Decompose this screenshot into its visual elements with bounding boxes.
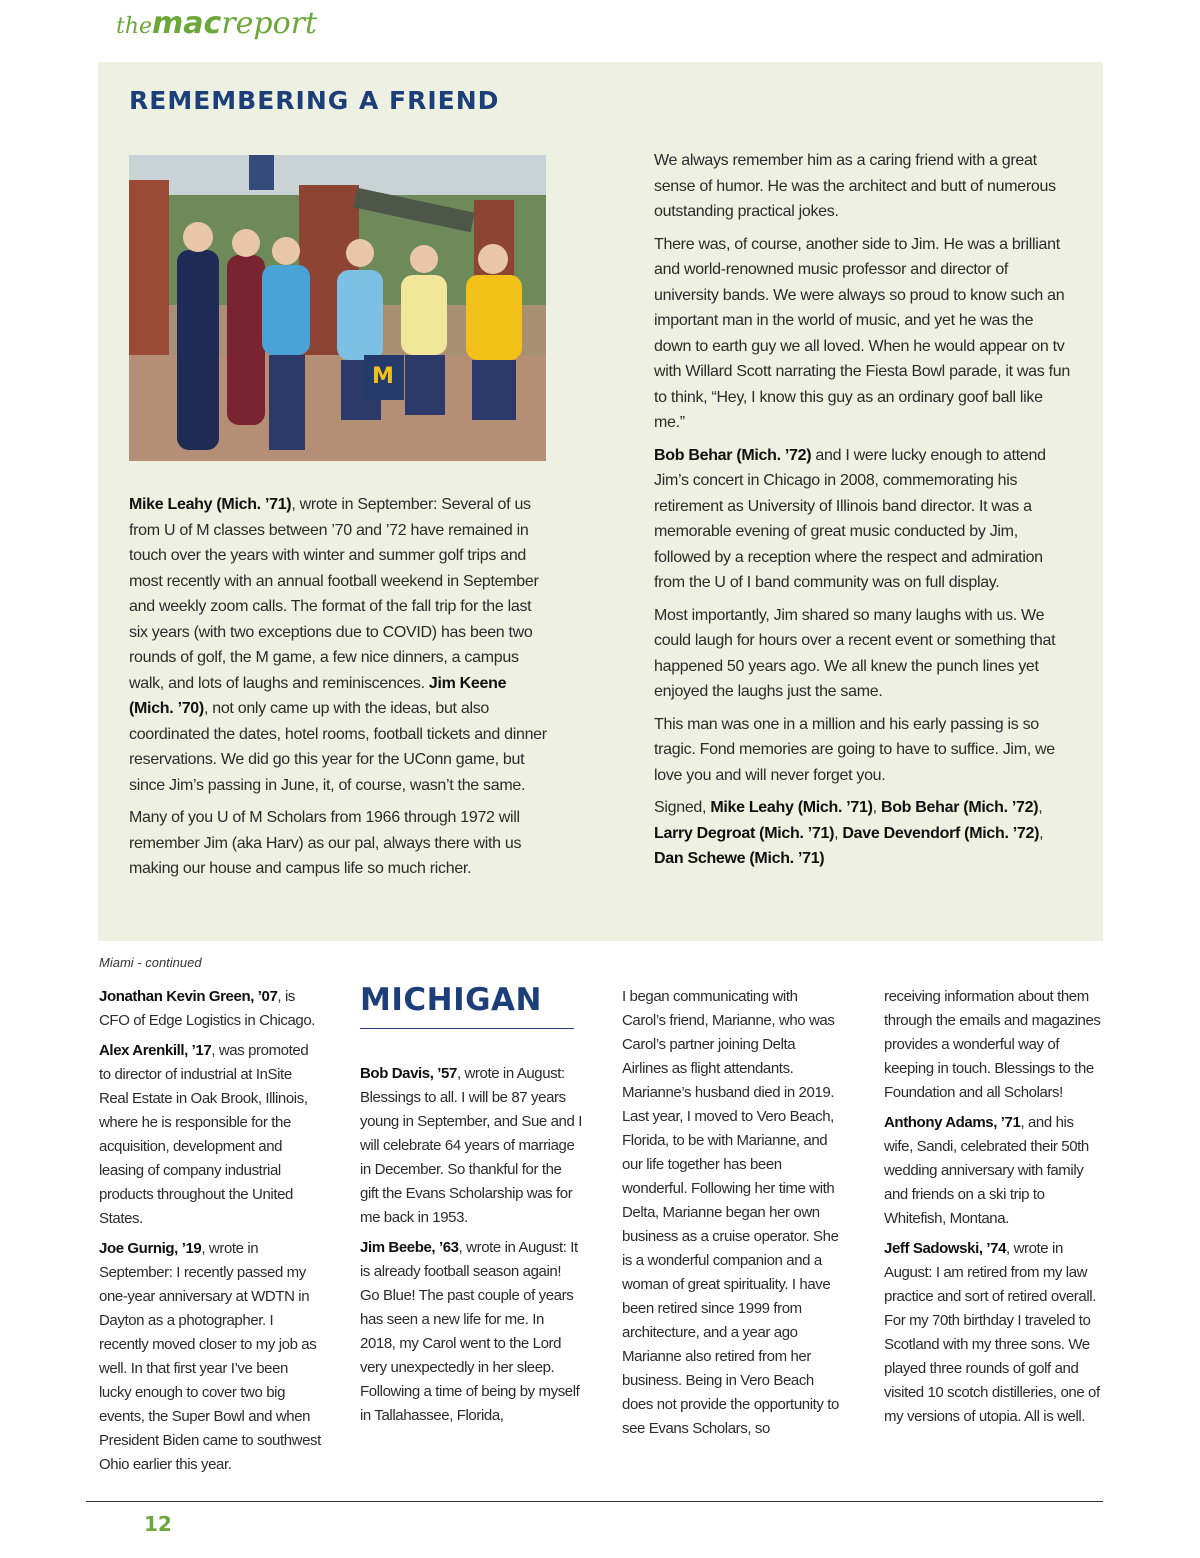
feature-left-story <box>129 492 549 889</box>
masthead-report: report <box>221 6 318 41</box>
body-text: Many of you U of M Scholars from 1966 through 1972 will remember Jim (aka Harv) as our pal, always there with us making our house and campus life so much richer. <box>129 809 522 877</box>
body-text: , was promoted to director of industrial at InSite Real Estate in Oak Brook, Illinois, where he is responsible for the acquisition, development and leasing of company industrial products throughout the United States. <box>99 1042 309 1227</box>
person-name: Mike Leahy (Mich. ’71) <box>129 496 292 513</box>
body-text: Most importantly, Jim shared so many laughs with us. We could laugh for hours over a recent event or something that happened 50 years ago. We all knew the punch lines yet enjoyed the laughs just the same. <box>654 606 1056 700</box>
masthead-the: the <box>116 14 153 39</box>
body-text: , <box>1038 799 1043 816</box>
continued-label: Miami - continued <box>99 955 202 970</box>
person-name: Dave Devendorf (Mich. ’72) <box>842 824 1040 842</box>
column-4-paragraph <box>884 1237 1106 1429</box>
svg-text:M: M <box>372 364 394 389</box>
feature-left-paragraph <box>129 492 549 798</box>
feature-right-paragraph <box>654 795 1074 872</box>
person-name: Bob Behar (Mich. ’72) <box>654 446 812 464</box>
body-text: There was, of course, another side to Jim. He was a brilliant and world-renowned music professor and director of university bands. We were always so proud to know such an important man in the world of music, and yet he was the down to earth guy we all loved. When he would appear on tv with Willard Scott narrating the Fiesta Bowl parade, it was fun to think, “Hey, I know this guy as an ordinary goof ball like me.” <box>654 235 1070 431</box>
column-3 <box>622 985 844 1447</box>
person-name: Bob Davis, ’57 <box>360 1065 457 1082</box>
feature-right-paragraph <box>654 712 1074 789</box>
person-name: Anthony Adams, ’71 <box>884 1114 1021 1131</box>
group-photo <box>129 155 546 461</box>
body-text: , <box>1039 824 1044 842</box>
feature-right-paragraph <box>654 148 1074 225</box>
body-text: , is CFO of Edge Logistics in Chicago. <box>99 988 316 1029</box>
feature-title: REMEMBERING A FRIEND <box>129 86 500 115</box>
person-name: Jim Keene (Mich. ’70) <box>129 674 507 717</box>
body-text: We always remember him as a caring friend with a great sense of humor. He was the architect and butt of numerous outstanding practical jokes. <box>654 152 1056 220</box>
column-4-paragraph <box>884 985 1106 1105</box>
body-text: , <box>872 799 881 816</box>
column-4-paragraph <box>884 1111 1106 1231</box>
person-name: Larry Degroat (Mich. ’71) <box>654 824 835 842</box>
person-name: Jeff Sadowski, ’74 <box>884 1240 1007 1257</box>
person-name: Alex Arenkill, ’17 <box>99 1042 212 1059</box>
column-2-paragraph <box>360 1062 582 1230</box>
body-text: , and his wife, Sandi, celebrated their 50th wedding anniversary with family and friends on a ski trip to Whitefish, Montana. <box>884 1114 1089 1227</box>
body-text: , <box>834 824 843 842</box>
person-name: Bob Behar (Mich. ’72) <box>880 799 1039 816</box>
person-name: Dan Schewe (Mich. ’71) <box>654 850 825 867</box>
feature-right-paragraph <box>654 232 1074 436</box>
column-3-paragraph <box>622 985 844 1441</box>
feature-left-paragraph <box>129 805 549 882</box>
body-text: , wrote in August: Blessings to all. I will be 87 years young in September, and Sue and I will celebrate 64 years of marriage in December. So thankful for the gift the Evans Scholarship was for me back in 1953. <box>360 1065 582 1226</box>
column-1-paragraph <box>99 985 321 1033</box>
column-2-paragraph <box>360 1236 582 1428</box>
section-heading-michigan: MICHIGAN <box>360 982 574 1029</box>
body-text: , not only came up with the ideas, but also coordinated the dates, hotel rooms, football tickets and dinner reservations. We did go this year for the UConn game, but since Jim’s passing in June, it, of course, wasn’t the same. <box>129 700 547 794</box>
body-text: Signed, <box>654 799 711 816</box>
feature-right-paragraph <box>654 443 1074 596</box>
column-2 <box>360 1062 582 1434</box>
body-text: , wrote in August: It is already football season again! Go Blue! The past couple of years has seen a new life for me. In 2018, my Carol went to the Lord very unexpectedly in her sleep. Following a time of being by myself in Tallahassee, Florida, <box>360 1239 580 1424</box>
body-text: and I were lucky enough to attend Jim’s concert in Chicago in 2008, commemorating his retirement as University of Illinois band director. It was a memorable evening of great music conducted by Jim, followed by a reception where the respect and admiration from the U of I band community was on full display. <box>654 446 1046 591</box>
column-1-paragraph <box>99 1039 321 1231</box>
column-4 <box>884 985 1106 1435</box>
person-name: Jonathan Kevin Green, ’07 <box>99 988 278 1005</box>
body-text: I began communicating with Carol’s friend, Marianne, who was Carol’s partner joining Delta Airlines as flight attendants. Marianne’s husband died in 2019. Last year, I moved to Vero Beach, Florida, to be with Marianne, and our life together has been wonderful. Following her time with Delta, Marianne began her own business as a cruise operator. She is a wonderful companion and a woman of great spirituality. I have been retired since 1999 from architecture, and a year ago Marianne also retired from her business. Being in Vero Beach does not provide the opportunity to see Evans Scholars, so <box>622 988 839 1437</box>
masthead-logo <box>116 6 317 41</box>
masthead-mac: mac <box>152 6 222 41</box>
page-number: 12 <box>144 1512 172 1536</box>
footer-rule <box>86 1501 1103 1502</box>
feature-right-paragraph <box>654 603 1074 705</box>
person-name: Jim Beebe, ’63 <box>360 1239 459 1256</box>
group-photo-icon <box>129 155 546 461</box>
body-text: , wrote in September: I recently passed my one-year anniversary at WDTN in Dayton as a photographer. I recently moved closer to my job as well. In that first year I’ve been lucky enough to cover two big events, the Super Bowl and when President Biden came to southwest Ohio earlier this year. <box>99 1240 321 1473</box>
body-text: , wrote in September: Several of us from U of M classes between ’70 and ’72 have remained in touch over the years with winter and summer golf trips and most recently with an annual football weekend in September and weekly zoom calls. The format of the fall trip for the last six years (with two exceptions due to COVID) has been two rounds of golf, the M game, a few nice dinners, a campus walk, and lots of laughs and reminiscences. <box>129 496 539 692</box>
column-1 <box>99 985 321 1483</box>
body-text: , wrote in August: I am retired from my law practice and sort of retired overall. For my 70th birthday I traveled to Scotland with my three sons. We played three rounds of golf and visited 10 scotch distilleries, one of my versions of utopia. All is well. <box>884 1240 1100 1425</box>
body-text: This man was one in a million and his early passing is so tragic. Fond memories are going to have to suffice. Jim, we love you and will never forget you. <box>654 715 1055 784</box>
column-1-paragraph <box>99 1237 321 1477</box>
feature-right-story <box>654 148 1074 879</box>
person-name: Joe Gurnig, ’19 <box>99 1240 202 1257</box>
body-text: receiving information about them through the emails and magazines provides a wonderful way of keeping in touch. Blessings to the Foundation and all Scholars! <box>884 988 1101 1101</box>
person-name: Mike Leahy (Mich. ’71) <box>710 799 873 816</box>
